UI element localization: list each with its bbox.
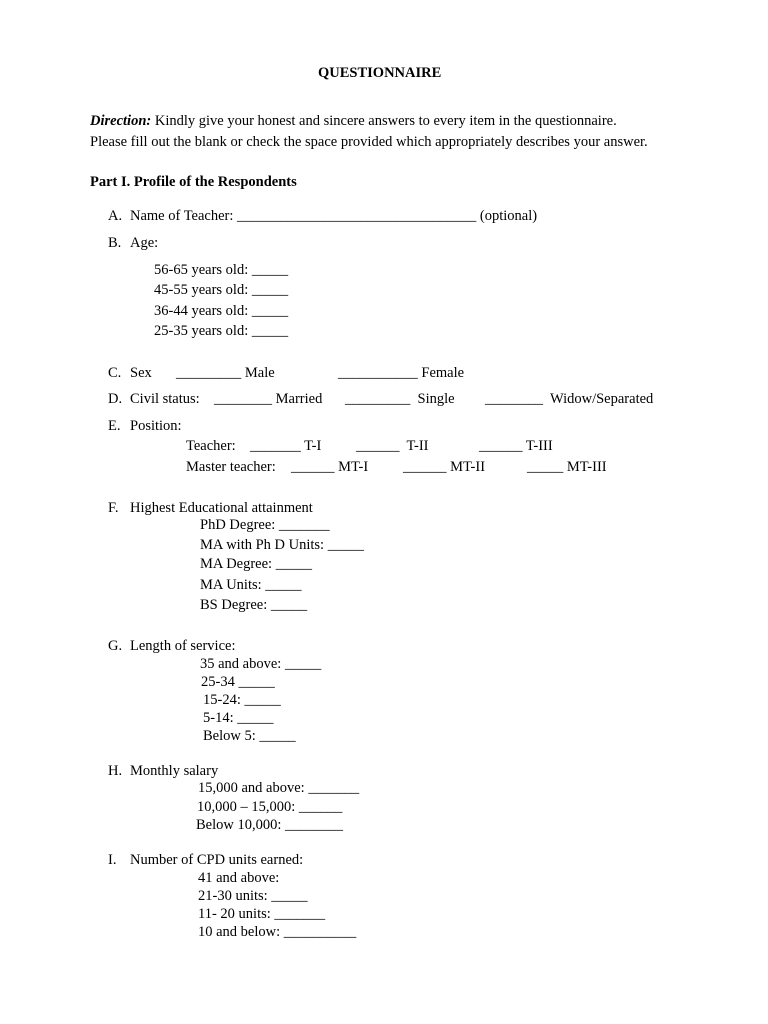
item-i-marker: I. [108, 852, 117, 868]
item-b-marker: B. [108, 235, 122, 251]
direction-line-1 [90, 114, 617, 129]
item-g-marker: G. [108, 638, 123, 654]
service-option-25-34[interactable]: 25-34 _____ [201, 674, 275, 690]
length-of-service-label: Length of service: [130, 638, 236, 654]
name-of-teacher-field[interactable]: Name of Teacher: _________________________________ (optional) [130, 208, 538, 224]
salary-option-10000-15000[interactable]: 10,000 – 15,000: ______ [197, 799, 343, 815]
direction-text-1: Kindly give your honest and sincere answers to every item in the questionnaire. [154, 113, 617, 129]
item-a-marker: A. [108, 208, 123, 224]
part-1-heading: Part I. Profile of the Respondents [90, 174, 297, 190]
position-label: Position: [130, 418, 182, 434]
service-option-below-5[interactable]: Below 5: _____ [203, 728, 296, 744]
education-option-bs-degree[interactable]: BS Degree: _____ [200, 597, 308, 613]
cpd-option-21-30[interactable]: 21-30 units: _____ [198, 888, 308, 904]
age-label: Age: [130, 235, 159, 251]
position-option-mt-ii[interactable]: ______ MT-II [403, 459, 486, 475]
sex-option-male[interactable]: _________ Male [176, 365, 275, 381]
civil-status-option-married[interactable]: ________ Married [214, 391, 323, 407]
age-option-45-55[interactable]: 45-55 years old: _____ [154, 282, 289, 298]
cpd-option-11-20[interactable]: 11- 20 units: _______ [198, 906, 326, 922]
civil-status-label: Civil status: [130, 391, 200, 407]
service-option-35-above[interactable]: 35 and above: _____ [200, 656, 322, 672]
service-option-15-24[interactable]: 15-24: _____ [203, 692, 281, 708]
education-option-ma-units[interactable]: MA Units: _____ [200, 577, 302, 593]
education-option-phd[interactable]: PhD Degree: _______ [200, 517, 330, 533]
cpd-option-10-below[interactable]: 10 and below: __________ [198, 924, 357, 940]
age-option-36-44[interactable]: 36-44 years old: _____ [154, 303, 289, 319]
position-option-mt-i[interactable]: ______ MT-I [291, 459, 369, 475]
civil-status-option-single[interactable]: _________ Single [345, 391, 455, 407]
service-option-5-14[interactable]: 5-14: _____ [203, 710, 274, 726]
item-c-marker: C. [108, 365, 122, 381]
sex-option-female[interactable]: ___________ Female [338, 365, 465, 381]
position-option-t-ii[interactable]: ______ T-II [356, 438, 429, 454]
position-master-teacher-label: Master teacher: [186, 459, 276, 475]
direction-line-2: Please fill out the blank or check the space provided which appropriately describes your answer. [90, 134, 648, 150]
item-h-marker: H. [108, 763, 123, 779]
cpd-units-label: Number of CPD units earned: [130, 852, 304, 868]
item-e-marker: E. [108, 418, 121, 434]
age-option-56-65[interactable]: 56-65 years old: _____ [154, 262, 289, 278]
salary-option-below-10000[interactable]: Below 10,000: ________ [196, 817, 344, 833]
position-option-t-i[interactable]: _______ T-I [250, 438, 322, 454]
item-f-marker: F. [108, 500, 119, 516]
page-title: QUESTIONNAIRE [318, 65, 442, 81]
education-label: Highest Educational attainment [130, 500, 313, 516]
education-option-ma-phd-units[interactable]: MA with Ph D Units: _____ [200, 537, 364, 553]
salary-option-15000-above[interactable]: 15,000 and above: _______ [198, 780, 360, 796]
position-option-t-iii[interactable]: ______ T-III [479, 438, 553, 454]
item-d-marker: D. [108, 391, 123, 407]
sex-label: Sex [130, 365, 152, 381]
direction-label: Direction: [90, 113, 152, 129]
position-teacher-label: Teacher: [186, 438, 236, 454]
position-option-mt-iii[interactable]: _____ MT-III [527, 459, 607, 475]
monthly-salary-label: Monthly salary [130, 763, 219, 779]
cpd-option-41-above[interactable]: 41 and above: [198, 870, 280, 886]
civil-status-option-widow-separated[interactable]: ________ Widow/Separated [485, 391, 654, 407]
age-option-25-35[interactable]: 25-35 years old: _____ [154, 323, 289, 339]
education-option-ma-degree[interactable]: MA Degree: _____ [200, 556, 312, 572]
